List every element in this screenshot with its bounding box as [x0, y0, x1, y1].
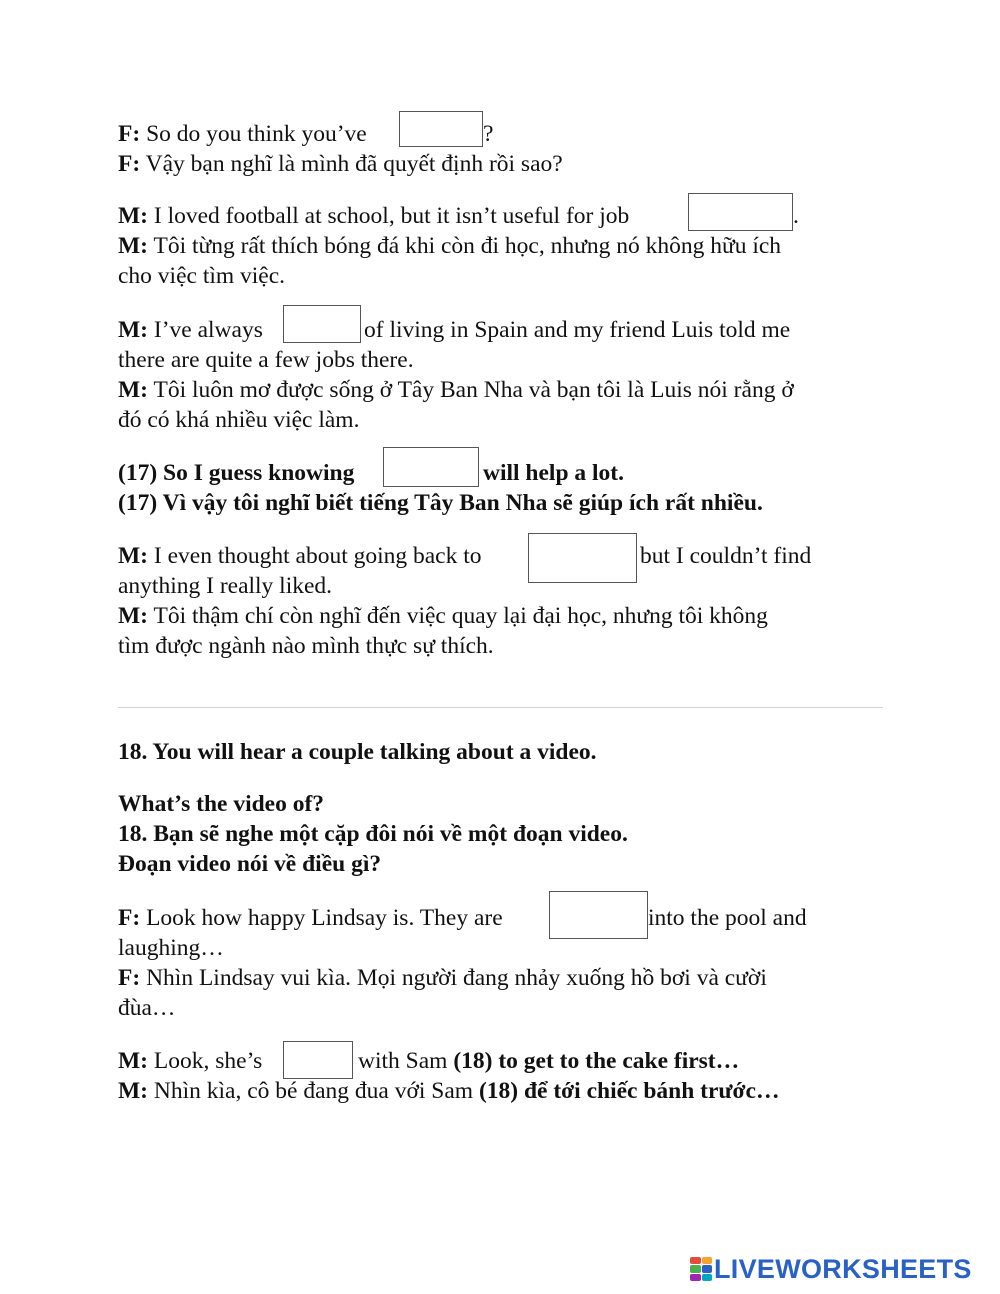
- translation-text: Nhìn kìa, cô bé đang đua với Sam: [153, 1078, 474, 1104]
- dialogue-line: [118, 345, 414, 375]
- dialogue-text: there are quite a few jobs there.: [118, 347, 414, 373]
- punctuation: ?: [483, 121, 494, 147]
- speaker-label: M:: [118, 233, 149, 259]
- translation-line: [118, 405, 359, 435]
- dialogue-text: of living in Spain and my friend Luis told me: [364, 317, 791, 343]
- question-title: 18. You will hear a couple talking about a video.: [118, 739, 597, 765]
- answer-blank-1[interactable]: [399, 111, 483, 147]
- key-sentence: [118, 458, 354, 488]
- key-translation: [118, 488, 763, 518]
- logo-text: LIVEWORKSHEETS: [714, 1253, 972, 1284]
- dialogue-line: [364, 315, 790, 345]
- key-text: (17) Vì vậy tôi nghĩ biết tiếng Tây Ban Nha sẽ giúp ích rất nhiều.: [118, 490, 763, 516]
- key-text: will help a lot.: [483, 460, 625, 486]
- key-sentence: [483, 458, 624, 488]
- dialogue-line: [118, 571, 332, 601]
- speaker-label: M:: [118, 203, 149, 229]
- dialogue-line: [118, 1046, 262, 1076]
- translation-line: [118, 231, 781, 261]
- translation-line: [118, 631, 494, 661]
- section-divider: [118, 707, 883, 708]
- translation-line: [118, 601, 768, 631]
- translation-text: tìm được ngành nào mình thực sự thích.: [118, 633, 494, 659]
- key-text: (17) So I guess knowing: [118, 460, 355, 486]
- answer-blank-2[interactable]: [688, 193, 793, 231]
- speaker-label: M:: [118, 1048, 149, 1074]
- dialogue-line: [118, 315, 263, 345]
- translation-line: [118, 149, 563, 179]
- translation-text: Tôi luôn mơ được sống ở Tây Ban Nha và bạn tôi là Luis nói rằng ở: [153, 377, 794, 403]
- question-title-translation: 18. Bạn sẽ nghe một cặp đôi nói về một đoạn video.: [118, 821, 628, 847]
- translation-line: [118, 1076, 779, 1106]
- dialogue-text: I loved football at school, but it isn’t useful for job: [153, 203, 630, 229]
- speaker-label: M:: [118, 317, 149, 343]
- speaker-label: M:: [118, 603, 149, 629]
- speaker-label: M:: [118, 377, 149, 403]
- translation-text: Vậy bạn nghĩ là mình đã quyết định rồi sao?: [145, 151, 563, 177]
- dialogue-line: [118, 201, 629, 231]
- translation-text: Tôi thậm chí còn nghĩ đến việc quay lại đại học, nhưng tôi không: [153, 603, 768, 629]
- translation-line: [118, 963, 767, 993]
- dialogue-text: I’ve always: [153, 317, 263, 343]
- speaker-label: F:: [118, 905, 141, 931]
- dialogue-line: [640, 541, 811, 571]
- translation-line: [118, 261, 285, 291]
- answer-blank-4[interactable]: [383, 447, 479, 487]
- answer-blank-7[interactable]: [283, 1041, 353, 1079]
- dialogue-line: [648, 903, 807, 933]
- dialogue-text: Look how happy Lindsay is. They are: [146, 905, 503, 931]
- dialogue-line: [118, 933, 224, 963]
- translation-text: đó có khá nhiều việc làm.: [118, 407, 360, 433]
- punctuation: .: [793, 203, 799, 229]
- dialogue-text: with Sam: [358, 1048, 448, 1074]
- translation-text: Tôi từng rất thích bóng đá khi còn đi học, nhưng nó không hữu ích: [153, 233, 782, 259]
- dialogue-text: Look, she’s: [153, 1048, 263, 1074]
- translation-text: cho việc tìm việc.: [118, 263, 286, 289]
- answer-blank-6[interactable]: [549, 891, 648, 939]
- translation-line: [118, 993, 175, 1023]
- speaker-label: F:: [118, 151, 141, 177]
- dialogue-line: [118, 903, 503, 933]
- dialogue-text: laughing…: [118, 935, 224, 961]
- answer-blank-5[interactable]: [528, 533, 637, 583]
- dialogue-text: but I couldn’t find: [640, 543, 812, 569]
- liveworksheets-logo: [690, 1252, 972, 1286]
- dialogue-line: [118, 541, 482, 571]
- dialogue-text: So do you think you’ve: [146, 121, 367, 147]
- dialogue-line: [118, 119, 367, 149]
- dialogue-text: anything I really liked.: [118, 573, 333, 599]
- dialogue-text: I even thought about going back to: [153, 543, 482, 569]
- liveworksheets-logo-icon: [690, 1257, 712, 1281]
- translation-text: Nhìn Lindsay vui kìa. Mọi người đang nhảy xuống hồ bơi và cười: [146, 965, 767, 991]
- question-prompt: What’s the video of?: [118, 791, 325, 817]
- dialogue-text: into the pool and: [648, 905, 807, 931]
- answer-blank-3[interactable]: [283, 305, 361, 343]
- speaker-label: M:: [118, 1078, 149, 1104]
- translation-line: [118, 375, 794, 405]
- speaker-label: F:: [118, 121, 141, 147]
- key-text: (18) to get to the cake first…: [453, 1048, 740, 1074]
- question-prompt-translation: Đoạn video nói về điều gì?: [118, 851, 382, 877]
- speaker-label: F:: [118, 965, 141, 991]
- key-text: (18) để tới chiếc bánh trước…: [478, 1078, 780, 1104]
- speaker-label: M:: [118, 543, 149, 569]
- dialogue-line: [358, 1046, 739, 1076]
- translation-text: đùa…: [118, 995, 176, 1021]
